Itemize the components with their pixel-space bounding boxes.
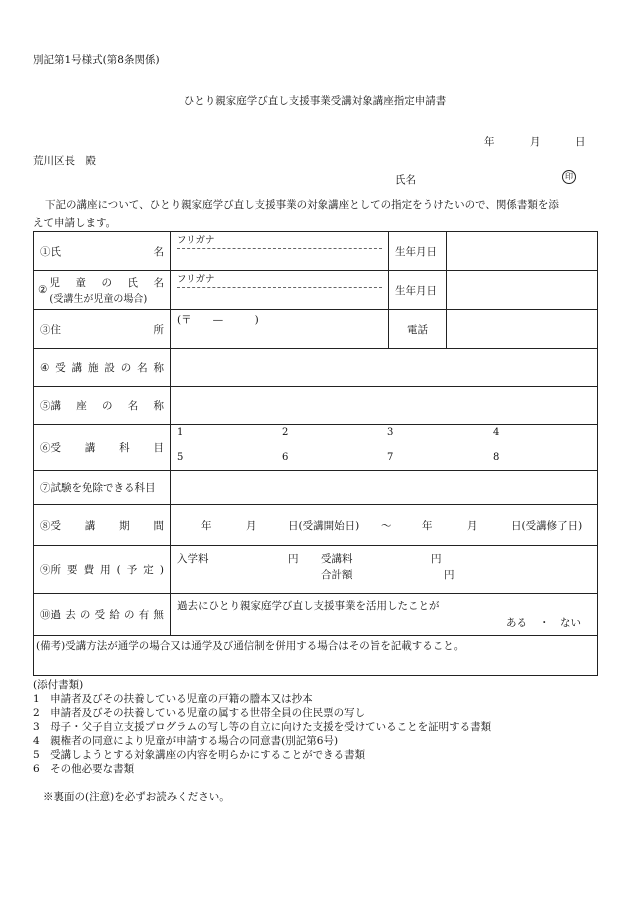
attachment-item-4: 4 親権者の同意により児童が申請する場合の同意書(別記第6号) bbox=[33, 735, 339, 747]
form-number: 別記第1号様式(第8条関係) bbox=[33, 54, 160, 66]
past-benefit-question: 過去にひとり親家庭学び直し支援事業を活用したことが bbox=[177, 600, 440, 612]
exempt-subjects-field[interactable] bbox=[171, 471, 598, 505]
subject-1[interactable]: 1 bbox=[177, 427, 184, 438]
date-year-label: 年 bbox=[484, 136, 495, 148]
child-name-sublabel: (受講生が児童の場合) bbox=[49, 294, 148, 305]
row-note bbox=[34, 636, 598, 676]
subject-4[interactable]: 4 bbox=[493, 427, 500, 438]
attachment-item-2: 2 申請者及びその扶養している児童の属する世帯全員の住民票の写し bbox=[33, 707, 366, 719]
facility-name-field[interactable] bbox=[171, 349, 598, 387]
back-page-notice: ※裏面の(注意)を必ずお読みください。 bbox=[43, 791, 230, 803]
attachments-heading: (添付書類) bbox=[33, 679, 84, 691]
attachment-item-5: 5 受講しようとする対象講座の内容を明らかにすることができる書類 bbox=[33, 749, 366, 761]
subject-6[interactable]: 6 bbox=[282, 452, 289, 463]
note-text: (備考)受講方法が通学の場合又は通学及び通信制を併用する場合はその旨を記載すること。 bbox=[34, 636, 598, 676]
row-past-benefit bbox=[34, 594, 598, 636]
past-benefit-field bbox=[171, 594, 598, 636]
child-name-label-chars: 児 童 の 氏 名 bbox=[49, 277, 164, 289]
total-label: 合計額 bbox=[321, 569, 353, 581]
option-separator: ・ bbox=[539, 617, 550, 629]
start-day-label: 日(受講開始日) bbox=[288, 520, 360, 532]
intro-line-2: えて申請します。 bbox=[33, 217, 117, 229]
label-facility-name: ④ 受 講 施 設 の 名 称 bbox=[34, 349, 171, 387]
subject-5[interactable]: 5 bbox=[177, 452, 184, 463]
phone-label: 電話 bbox=[389, 310, 447, 349]
subject-8[interactable]: 8 bbox=[493, 452, 500, 463]
label-exempt-subjects: ⑦試験を免除できる科目 bbox=[34, 471, 171, 505]
end-month-label: 月 bbox=[467, 520, 478, 532]
child-furigana-field[interactable]: フリガナ bbox=[177, 271, 382, 288]
row-exempt-subjects bbox=[34, 471, 598, 505]
attachments-section bbox=[33, 678, 491, 776]
label-address: ③住 所 bbox=[34, 310, 171, 349]
row-subjects bbox=[34, 425, 598, 471]
application-form-table bbox=[33, 231, 598, 676]
child-birth-field[interactable] bbox=[447, 271, 598, 310]
applicant-birth-label: 生年月日 bbox=[389, 232, 447, 271]
label-subjects: ⑥受 講 科 目 bbox=[34, 425, 171, 471]
row-applicant-name bbox=[34, 232, 598, 271]
end-year-label: 年 bbox=[422, 520, 433, 532]
enroll-fee-label: 入学料 bbox=[177, 553, 209, 565]
row-address bbox=[34, 310, 598, 349]
row-child-name bbox=[34, 271, 598, 310]
label-applicant-name: ①氏 名 bbox=[34, 232, 171, 271]
attachment-item-6: 6 その他必要な書類 bbox=[33, 763, 135, 775]
tuition-label: 受講料 bbox=[321, 553, 353, 565]
seal-mark: 印 bbox=[562, 170, 576, 184]
date-day-label: 日 bbox=[575, 136, 586, 148]
applicant-name-field[interactable] bbox=[171, 232, 389, 271]
applicant-furigana-field[interactable]: フリガナ bbox=[177, 232, 382, 249]
row-course-name bbox=[34, 387, 598, 425]
option-no[interactable]: ない bbox=[560, 617, 581, 629]
document-title: ひとり親家庭学び直し支援事業受講対象講座指定申請書 bbox=[183, 95, 447, 107]
row-expected-fees bbox=[34, 546, 598, 594]
phone-field[interactable] bbox=[447, 310, 598, 349]
intro-line-1: 下記の講座について、ひとり親家庭学び直し支援事業の対象講座としての指定をうけたいので、関係書類を添 bbox=[45, 199, 559, 211]
enroll-fee-yen: 円 bbox=[288, 553, 299, 565]
applicant-name-label: 氏名 bbox=[395, 174, 416, 186]
total-yen: 円 bbox=[444, 569, 455, 581]
subject-3[interactable]: 3 bbox=[387, 427, 394, 438]
subject-7[interactable]: 7 bbox=[387, 452, 394, 463]
tuition-yen: 円 bbox=[431, 553, 442, 565]
course-name-field[interactable] bbox=[171, 387, 598, 425]
label-child-name: ② 児 童 の 氏 名 (受講生が児童の場合) bbox=[34, 271, 171, 310]
date-month-label: 月 bbox=[530, 136, 541, 148]
option-yes[interactable]: ある bbox=[506, 617, 527, 629]
start-year-label: 年 bbox=[201, 520, 212, 532]
start-month-label: 月 bbox=[246, 520, 257, 532]
subjects-field[interactable] bbox=[171, 425, 598, 471]
course-period-field[interactable] bbox=[171, 505, 598, 546]
applicant-birth-field[interactable] bbox=[447, 232, 598, 271]
attachment-item-1: 1 申請者及びその扶養している児童の戸籍の謄本又は抄本 bbox=[33, 693, 313, 705]
child-name-field[interactable] bbox=[171, 271, 389, 310]
expected-fees-field[interactable] bbox=[171, 546, 598, 594]
row-course-period bbox=[34, 505, 598, 546]
address-field[interactable] bbox=[171, 310, 389, 349]
postal-code-field[interactable]: (〒 — ) bbox=[177, 314, 259, 326]
addressee: 荒川区長 殿 bbox=[33, 155, 96, 167]
child-birth-label: 生年月日 bbox=[389, 271, 447, 310]
end-day-label: 日(受講修了日) bbox=[511, 520, 583, 532]
label-past-benefit: ⑩過 去 の 受 給 の 有 無 bbox=[34, 594, 171, 636]
label-expected-fees: ⑨所 要 費 用 ( 予 定 ) bbox=[34, 546, 171, 594]
subject-2[interactable]: 2 bbox=[282, 427, 289, 438]
row-facility-name bbox=[34, 349, 598, 387]
attachment-item-3: 3 母子・父子自立支援プログラムの写し等の自立に向けた支援を受けていることを証明する書類 bbox=[33, 721, 492, 733]
label-course-name: ⑤講 座 の 名 称 bbox=[34, 387, 171, 425]
period-tilde: 〜 bbox=[381, 520, 392, 532]
label-course-period: ⑧受 講 期 間 bbox=[34, 505, 171, 546]
